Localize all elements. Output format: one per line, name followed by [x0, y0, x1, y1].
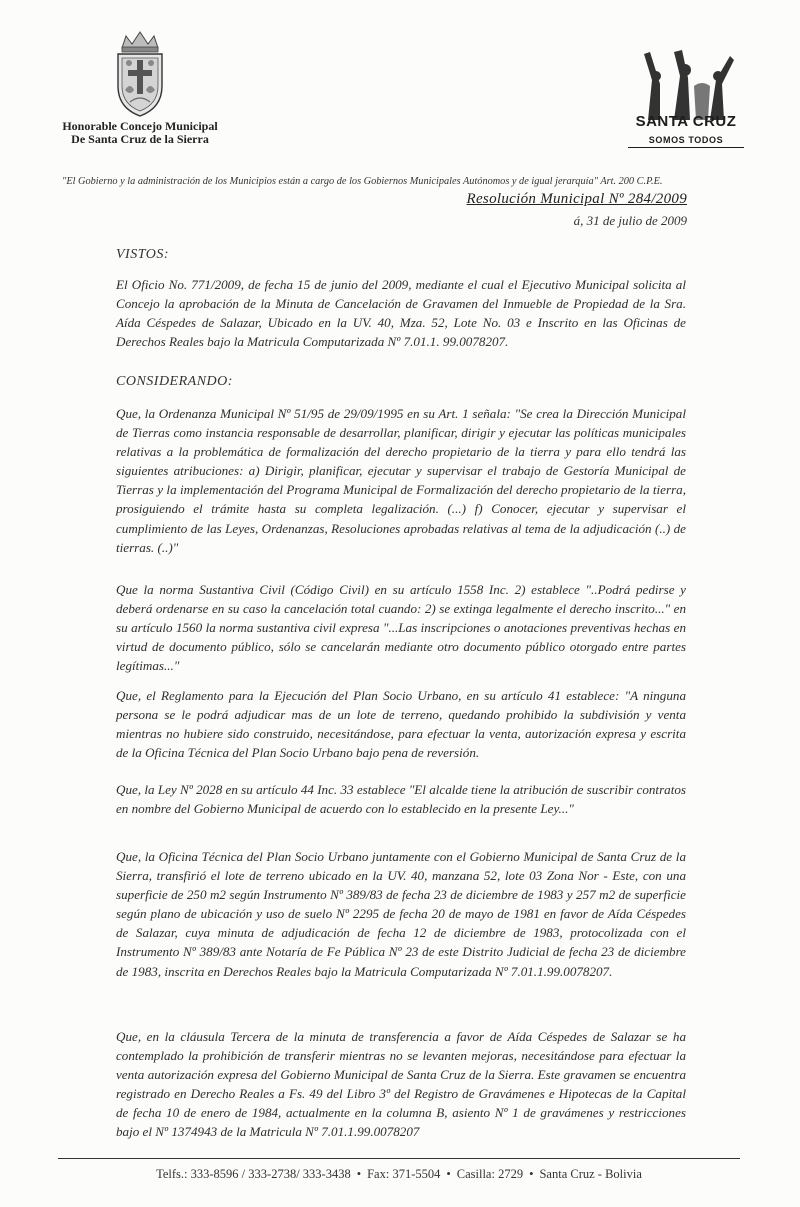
footer-phones: Telfs.: 333-8596 / 333-2738/ 333-3438: [156, 1167, 351, 1181]
coat-of-arms-icon: [112, 30, 168, 118]
brand-name: SANTA CRUZ: [635, 113, 737, 130]
bullet-icon: •: [356, 1167, 362, 1181]
constitution-quote: "El Gobierno y la administración de los Municipios están a cargo de los Gobiernos Municipales Autónomos y de igual jerarquía" Art. 200 C.P.E.: [62, 176, 663, 187]
santa-cruz-raised-arms-logo: [630, 50, 740, 122]
resolution-date: á, 31 de julio de 2009: [573, 213, 687, 228]
bullet-icon: •: [529, 1167, 534, 1181]
vistos-heading: VISTOS:: [116, 247, 170, 262]
issuer-line-1: Honorable Concejo Municipal: [62, 119, 218, 133]
footer-divider: [58, 1158, 740, 1159]
considerando-paragraph-3: Que, el Reglamento para la Ejecución del Plan Socio Urbano, en su artículo 41 establece: "A ninguna persona se le podrá adjudicar mas de un lote de terreno, quedando prohibido la subdivisión y venta mientras no hubiere sido construido, necesitándose, para efectuar la venta, autorización expresa y escrita de la Oficina Técnica del Plan Socio Urbano bajo pena de reversión.: [116, 688, 686, 761]
considerando-paragraph-4: Que, la Ley Nº 2028 en su artículo 44 Inc. 33 establece "El alcalde tiene la atribución de suscribir contratos en nombre del Gobierno Municipal de acuerdo con lo establecido en la presente Ley...": [116, 782, 686, 817]
considerando-paragraph-1: Que, la Ordenanza Municipal Nº 51/95 de 29/09/1995 en su Art. 1 señala: "Se crea la Dirección Municipal de Tierras como instancia responsable de desarrollar, planificar, dirigir y ejecutar las políticas municipales relativas a la problemática de formalización del derecho propietario de la tierra y para ello tendrá las siguientes atribuciones: a) Dirigir, planificar, ejecutar y supervisar el trabajo de Gestoría Municipal de Tierras y la implementación del Programa Municipal de Formalización del derecho propietario de la tierra, prosiguiendo el trámite hasta su completa legalización. (...) f) Conocer, ejecutar y supervisar el cumplimiento de las Leyes, Ordenanzas, Resoluciones aprobadas relativas al tema de la adjudicación (..) de tierras. (..)": [116, 406, 686, 555]
considerando-paragraph-5: Que, la Oficina Técnica del Plan Socio Urbano juntamente con el Gobierno Municipal de Santa Cruz de la Sierra, transfirió el lote de terreno ubicado en la UV. 40, manzana 52, lote 03 Zona Nor - Este, con una superficie de 250 m2 según Instrumento Nº 389/83 de fecha 23 de diciembre de 1983 y 257 m2 de superficie según plano de ubicación y uso de suelo Nº 2295 de fecha 20 de mayo de 1981 en favor de Aída Céspedes de Salazar, cuya minuta de adjudicación de fecha 12 de diciembre de 1983, protocolizada con el Instrumento Nº 389/83 ante Notaría de Fe Pública Nº 23 de este Distrito Judicial de fecha 23 de diciembre de 1983, inscrita en Derechos Reales bajo la Matricula Computarizada Nº 7.01.1.99.0078207.: [116, 849, 686, 979]
footer-casilla: Casilla: 2729: [456, 1167, 524, 1181]
vistos-paragraph: El Oficio No. 771/2009, de fecha 15 de junio del 2009, mediante el cual el Ejecutivo Municipal solicita al Concejo la aprobación de la Minuta de Cancelación de Gravamen del Inmueble de Propiedad de la Sra. Aída Céspedes de Salazar, Ubicado en la UV. 40, Mza. 52, Lote No. 03 e Inscrito en las Oficinas de Derechos Reales bajo la Matricula Computarizada Nº 7.01.1. 99.0078207.: [116, 277, 686, 350]
considerando-paragraph-2: Que la norma Sustantiva Civil (Código Civil) en su artículo 1558 Inc. 2) establece "..Podrá pedirse y deberá ordenarse en su caso la cancelación total cuando: 2) se extinga legalmente el derecho inscrito..." en su artículo 1560 la norma sustantiva civil expresa "...Las inscripciones o anotaciones preventivas hechas en virtud de documento público, sólo se cancelarán mediante otro documento público otorgado entre partes legítimas...": [116, 582, 686, 674]
footer-city: Santa Cruz - Bolivia: [539, 1167, 642, 1181]
brand-slogan: SOMOS TODOS: [628, 134, 744, 148]
considerando-paragraph-6: Que, en la cláusula Tercera de la minuta de transferencia a favor de Aída Céspedes de Salazar se ha contemplado la prohibición de transferir mientras no se levanten mejoras, necesitándose para efectuar la venta autorización expresa del Gobierno Municipal de Santa Cruz de la Sierra. Este gravamen se encuentra registrado en Derecho Reales a Fs. 49 del Libro 3º del Registro de Gravámenes e Hipotecas de la Capital de fecha 10 de enero de 1984, actualmente en la columna B, asiento Nº 1 de gravámenes y restricciones bajo el Nº 1374943 de la Matricula Nº 7.01.1.99.0078207: [116, 1029, 686, 1140]
issuer-line-2: De Santa Cruz de la Sierra: [71, 132, 209, 146]
resolution-title: Resolución Municipal Nº 284/2009: [466, 191, 687, 207]
bullet-icon: •: [446, 1167, 451, 1181]
footer-contact: [58, 1167, 740, 1182]
issuer-name: [40, 120, 240, 146]
footer-fax: Fax: 371-5504: [367, 1167, 441, 1181]
considerando-heading: CONSIDERANDO:: [116, 374, 233, 389]
